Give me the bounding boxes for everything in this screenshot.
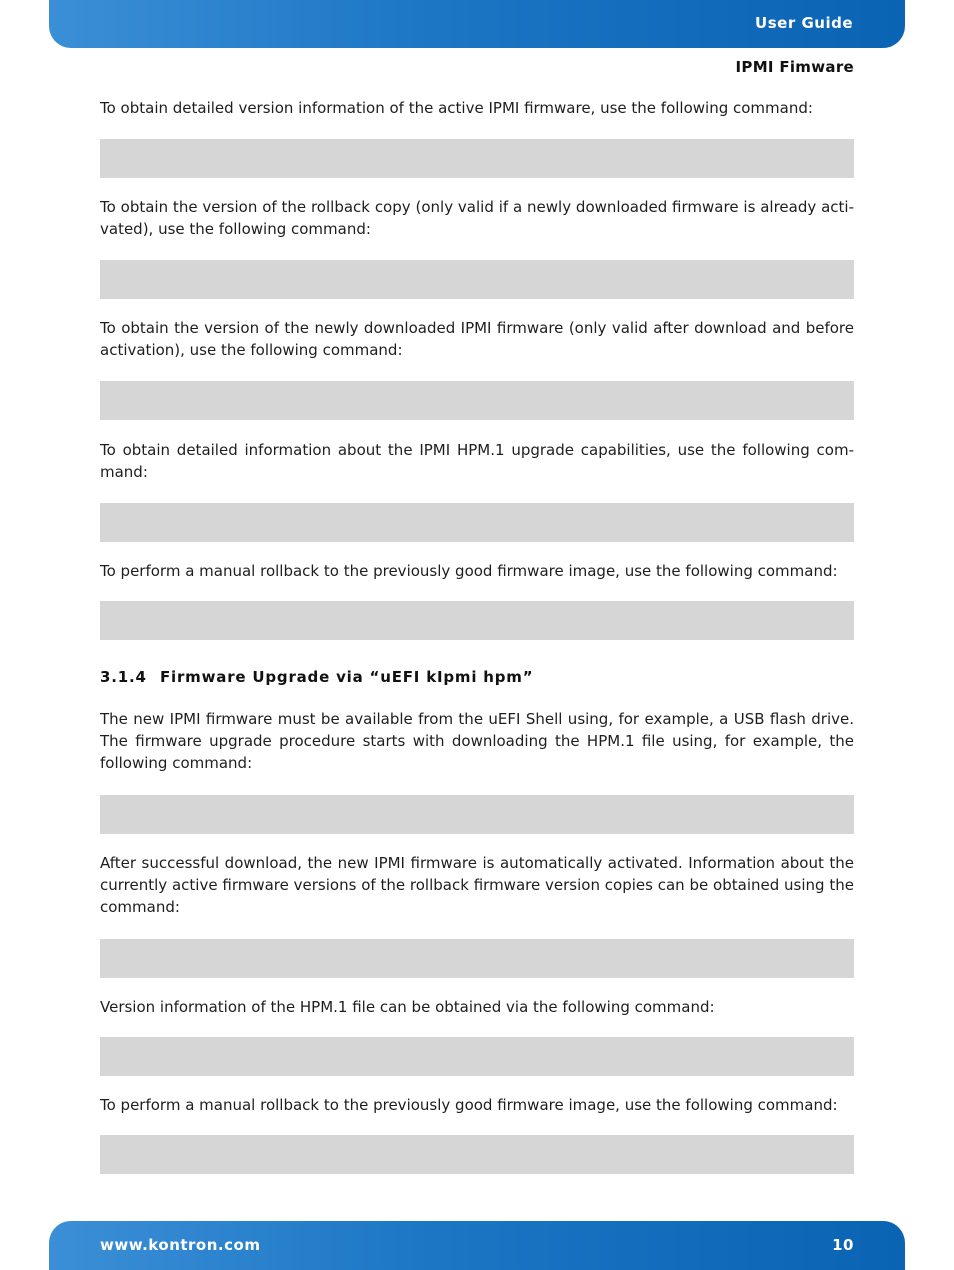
code-block-4 [100, 503, 854, 542]
paragraph-2: To obtain the version of the rollback copy (only valid if a newly downloaded firmware is already acti-vated), use the following command: [100, 198, 854, 238]
code-block-3 [100, 381, 854, 420]
code-block-7 [100, 939, 854, 978]
page-number: 10 [832, 1236, 854, 1254]
paragraph-5: To perform a manual rollback to the previously good firmware image, use the following command: [100, 562, 838, 580]
code-block-8 [100, 1037, 854, 1076]
document-title: User Guide [755, 14, 853, 32]
code-block-9 [100, 1135, 854, 1174]
code-block-6 [100, 795, 854, 834]
header-band [49, 0, 905, 48]
paragraph-3: To obtain the version of the newly downloaded IPMI firmware (only valid after download and before activation), use the following command: [100, 319, 854, 359]
footer-band [49, 1221, 905, 1270]
paragraph-7: After successful download, the new IPMI firmware is automatically activated. Information about the currently active firmware versions of the rollback firmware version copies can be obtained using the command: [100, 854, 854, 916]
section-title: IPMI Fimware [735, 58, 854, 76]
footer-url[interactable]: www.kontron.com [100, 1236, 261, 1254]
paragraph-4: To obtain detailed information about the IPMI HPM.1 upgrade capabilities, use the following com-mand: [100, 441, 854, 481]
paragraph-1: To obtain detailed version information of the active IPMI firmware, use the following command: [100, 99, 813, 117]
code-block-5 [100, 601, 854, 640]
subsection-number: 3.1.4 [100, 668, 147, 686]
code-block-2 [100, 260, 854, 299]
paragraph-9: To perform a manual rollback to the previously good firmware image, use the following command: [100, 1096, 838, 1114]
subsection-heading [100, 668, 533, 686]
code-block-1 [100, 139, 854, 178]
subsection-title: Firmware Upgrade via “uEFI kIpmi hpm” [160, 668, 534, 686]
paragraph-8: Version information of the HPM.1 file can be obtained via the following command: [100, 998, 715, 1016]
paragraph-6: The new IPMI firmware must be available from the uEFI Shell using, for example, a USB flash drive. The firmware upgrade procedure starts with downloading the HPM.1 file using, for example, the following command: [100, 710, 854, 772]
